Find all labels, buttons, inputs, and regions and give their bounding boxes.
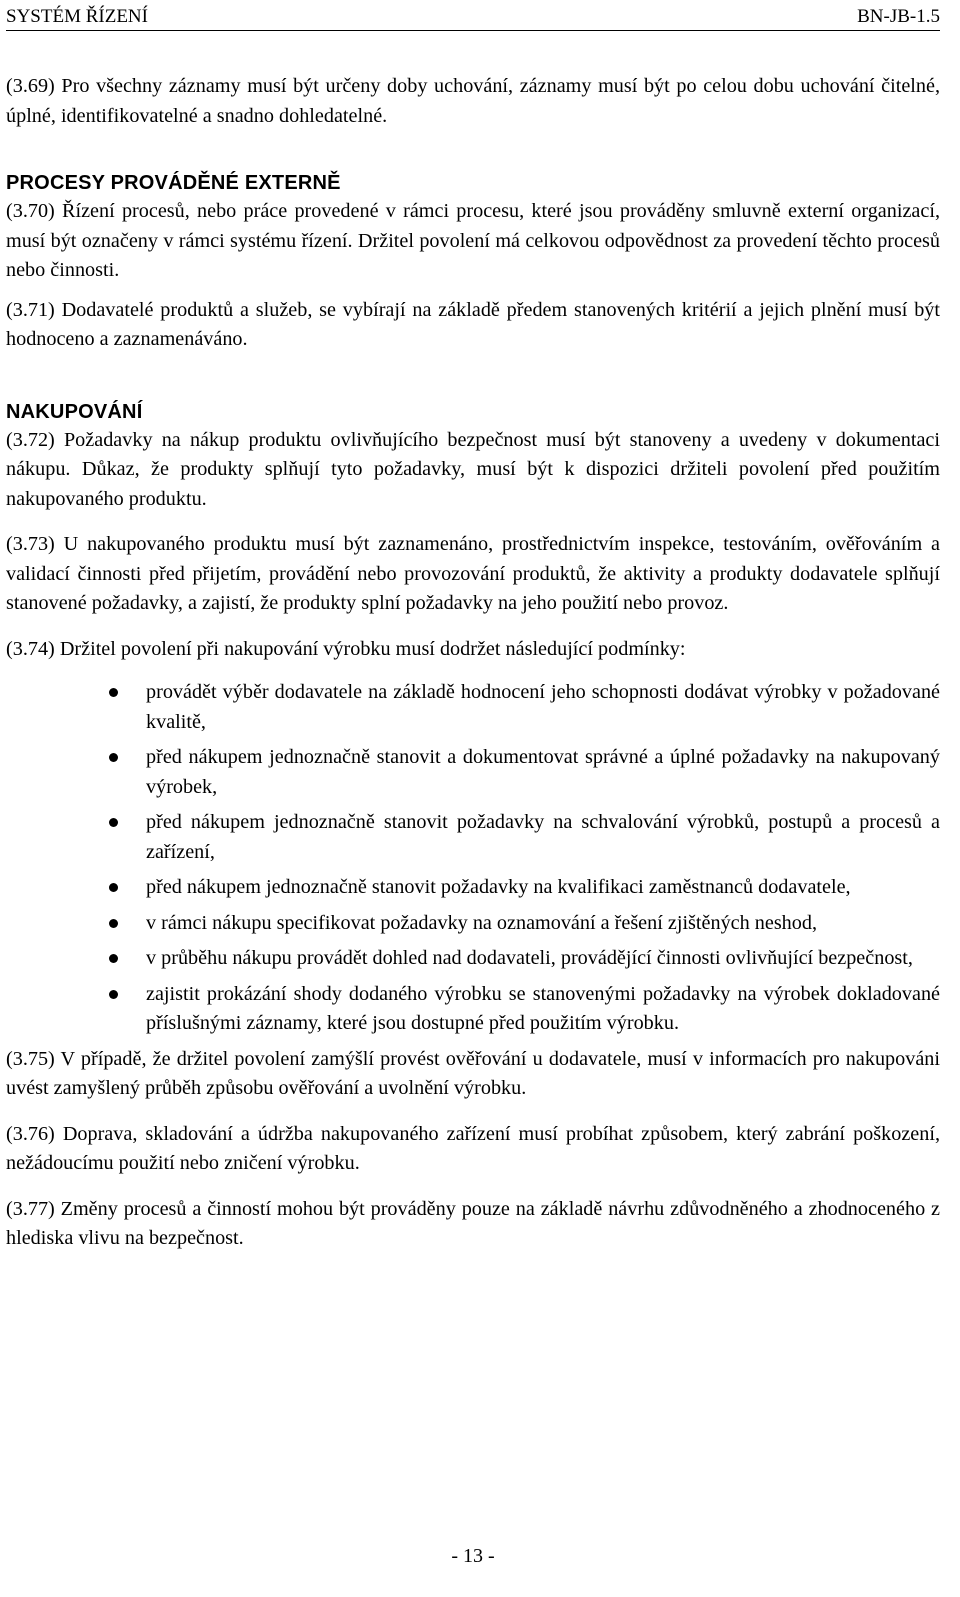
list-item: před nákupem jednoznačně stanovit požadavky na kvalifikaci zaměstnanců dodavatele,: [6, 873, 940, 903]
bullet-icon: [109, 883, 118, 892]
heading-external-processes: PROCESY PROVÁDĚNÉ EXTERNĚ: [6, 172, 341, 194]
paragraph-3-70: (3.70) Řízení procesů, nebo práce provedené v rámci procesu, které jsou prováděny smluvně externí organizací, musí být označeny v rámci systému řízení. Držitel povolení má celkovou odpovědnost za provedení těchto procesů nebo činnosti.: [6, 200, 940, 281]
list-item: před nákupem jednoznačně stanovit požadavky na schvalování výrobků, postupů a procesů a zařízení,: [6, 808, 940, 867]
bullet-icon: [109, 954, 118, 963]
paragraph-3-77: (3.77) Změny procesů a činností mohou být prováděny pouze na základě návrhu zdůvodněného a zhodnoceného z hlediska vlivu na bezpečnost.: [6, 1197, 940, 1249]
bullet-icon: [109, 990, 118, 999]
bullet-icon: [109, 688, 118, 697]
paragraph-3-73: (3.73) U nakupovaného produktu musí být zaznamenáno, prostřednictvím inspekce, testováním, ověřováním a validací činnosti před přijetím, provádění nebo provozování produktů, že aktivity a produkty dodavatele splňují stanovené požadavky, a zajistí, že produkty splní požadavky na jeho použití nebo provoz.: [6, 533, 940, 614]
list-item: před nákupem jednoznačně stanovit a dokumentovat správné a úplné požadavky na nakupovaný výrobek,: [6, 743, 940, 802]
header-doc-code: BN-JB-1.5: [857, 6, 940, 27]
bullet-icon: [109, 753, 118, 762]
list-item: zajistit prokázání shody dodaného výrobku se stanovenými požadavky na výrobek dokladované příslušnými záznamy, které jsou dostupné před použitím výrobku.: [6, 980, 940, 1039]
paragraph-3-75: (3.75) V případě, že držitel povolení zamýšlí provést ověřování u dodavatele, musí v informacích pro nakupováni uvést zamyšlený průběh způsobu ověřování a uvolnění výrobku.: [6, 1047, 940, 1099]
paragraph-3-72: (3.72) Požadavky na nákup produktu ovlivňujícího bezpečnost musí být stanoveny a uvedeny v dokumentaci nákupu. Důkaz, že produkty splňují tyto požadavky, musí být k dispozici držiteli povolení před použitím nakupovaného produktu.: [6, 428, 940, 510]
page-header: [6, 4, 940, 31]
heading-purchasing: NAKUPOVÁNÍ: [6, 400, 143, 423]
paragraph-3-76: (3.76) Doprava, skladování a údržba nakupovaného zařízení musí probíhat způsobem, který zabrání poškození, nežádoucímu použití nebo zničení výrobku.: [6, 1122, 940, 1174]
document-body: [6, 72, 940, 1254]
paragraph-3-74: (3.74) Držitel povolení při nakupování výrobku musí dodržet následující podmínky:: [6, 637, 686, 660]
bullet-icon: [109, 818, 118, 827]
list-item: v průběhu nákupu provádět dohled nad dodavateli, provádějící činnosti ovlivňující bezpečnost,: [6, 944, 940, 974]
paragraph-3-71: (3.71) Dodavatelé produktů a služeb, se vybírají na základě předem stanovených kritérií a jejich plnění musí být hodnoceno a zaznamenáváno.: [6, 298, 940, 350]
purchase-conditions-list: [6, 678, 940, 1039]
header-title: SYSTÉM ŘÍZENÍ: [6, 6, 148, 27]
paragraph-3-69: (3.69) Pro všechny záznamy musí být určeny doby uchování, záznamy musí být po celou dobu uchování čitelné, úplné, identifikovatelné a snadno dohledatelné.: [6, 75, 940, 127]
page-number: - 13 -: [451, 1545, 495, 1567]
bullet-icon: [109, 919, 118, 928]
list-item: v rámci nákupu specifikovat požadavky na oznamování a řešení zjištěných neshod,: [6, 909, 940, 939]
list-item: provádět výběr dodavatele na základě hodnocení jeho schopnosti dodávat výrobky v požadované kvalitě,: [6, 678, 940, 737]
